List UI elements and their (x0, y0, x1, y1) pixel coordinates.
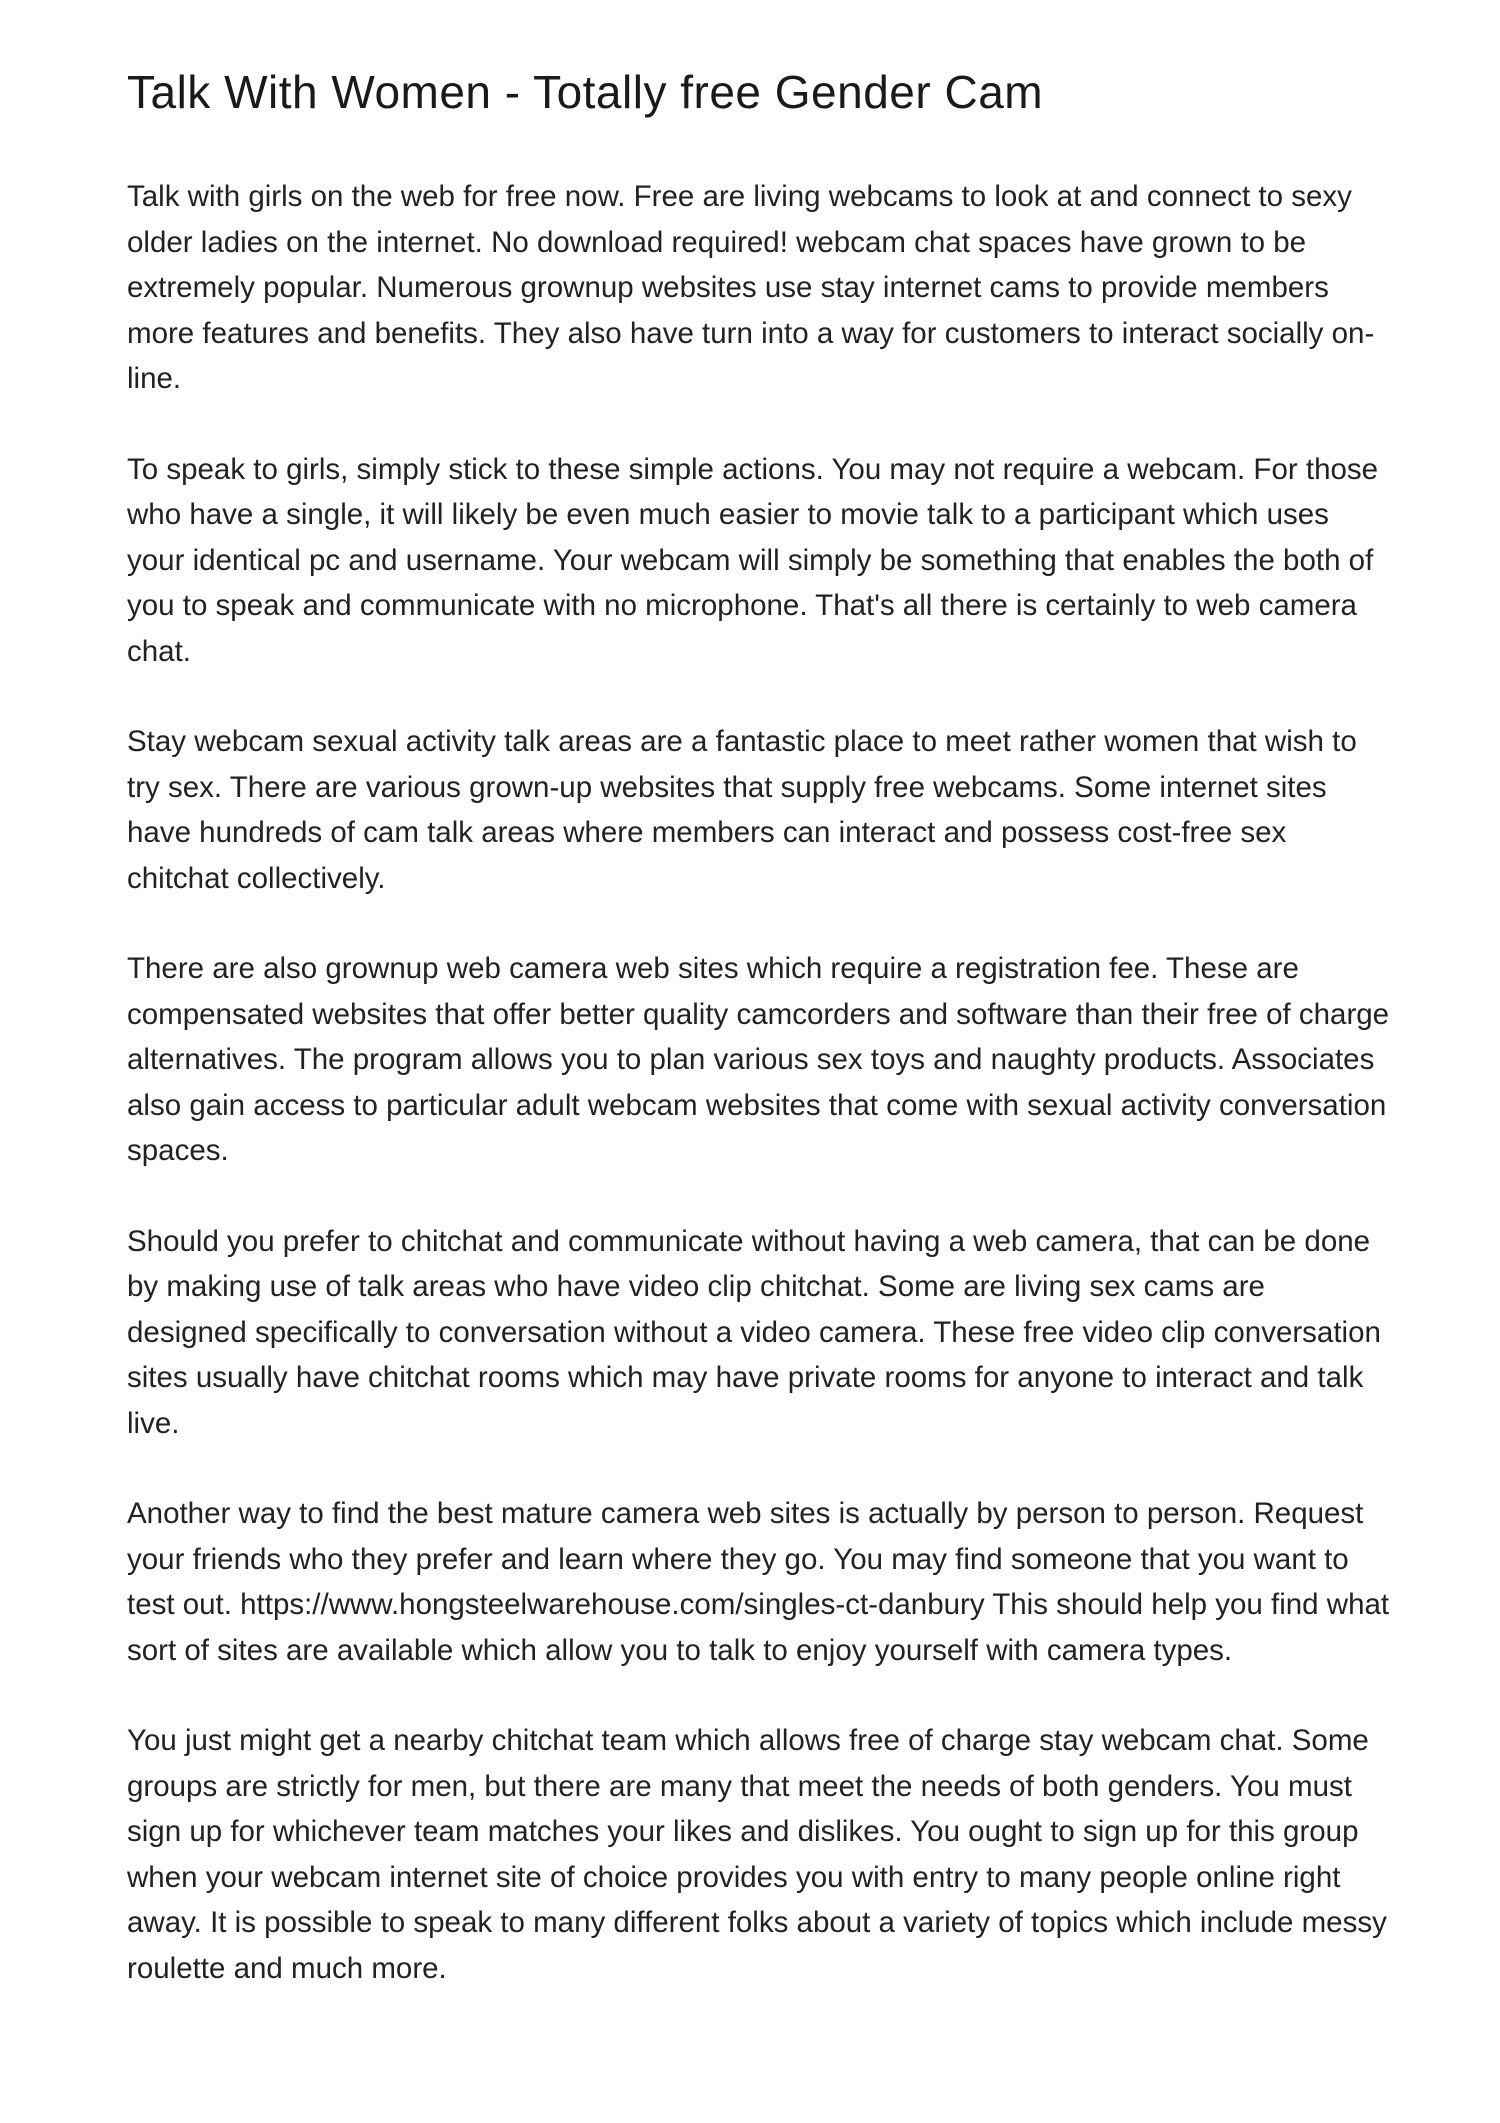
paragraph-6: Another way to find the best mature camera web sites is actually by person to person. Request your friends who they prefer and learn where they go. You may find someone that you want to test out. https://www.hongsteelwarehouse.com/singles-ct-danbury This should help you find what sort of sites are available which allow you to talk to enjoy yourself with camera types. (127, 1497, 1390, 1667)
paragraph-2: To speak to girls, simply stick to these simple actions. You may not require a webcam. For those who have a single, it will likely be even much easier to movie talk to a participant which uses your identical pc and username. Your webcam will simply be something that enables the both of you to speak and communicate with no microphone. That's all there is certainly to web camera chat. (127, 452, 1379, 668)
page-title: Talk With Women - Totally free Gender Cam (127, 66, 1044, 118)
paragraph-3: Stay webcam sexual activity talk areas are a fantastic place to meet rather women that wish to try sex. There are various grown-up websites that supply free webcams. Some internet sites have hundreds of cam talk areas where members can interact and possess cost-free sex chitchat collectively. (127, 725, 1357, 895)
paragraph-5: Should you prefer to chitchat and communicate without having a web camera, that can be done by making use of talk areas who have video clip chitchat. Some are living sex cams are designed specifically to conversation without a video camera. These free video clip conversation sites usually have chitchat rooms which may have private rooms for anyone to interact and talk live. (127, 1224, 1381, 1440)
paragraph-1: Talk with girls on the web for free now. Free are living webcams to look at and connect to sexy older ladies on the internet. No download required! webcam chat spaces have grown to be extremely popular. Numerous grownup websites use stay internet cams to provide members more features and benefits. They also have turn into a way for customers to interact socially on-line. (127, 180, 1375, 395)
paragraph-4: There are also grownup web camera web sites which require a registration fee. These are compensated websites that offer better quality camcorders and software than their free of charge alternatives. The program allows you to plan various sex toys and naughty products. Associates also gain access to particular adult webcam websites that come with sexual activity conversation spaces. (127, 952, 1390, 1167)
paragraph-7: You just might get a nearby chitchat team which allows free of charge stay webcam chat. Some groups are strictly for men, but there are many that meet the needs of both genders. You must sign up for whichever team matches your likes and dislikes. You ought to sign up for this group when your webcam internet site of choice provides you with entry to many people online right away. It is possible to speak to many different folks about a variety of topics which include messy roulette and much more. (127, 1724, 1387, 1985)
